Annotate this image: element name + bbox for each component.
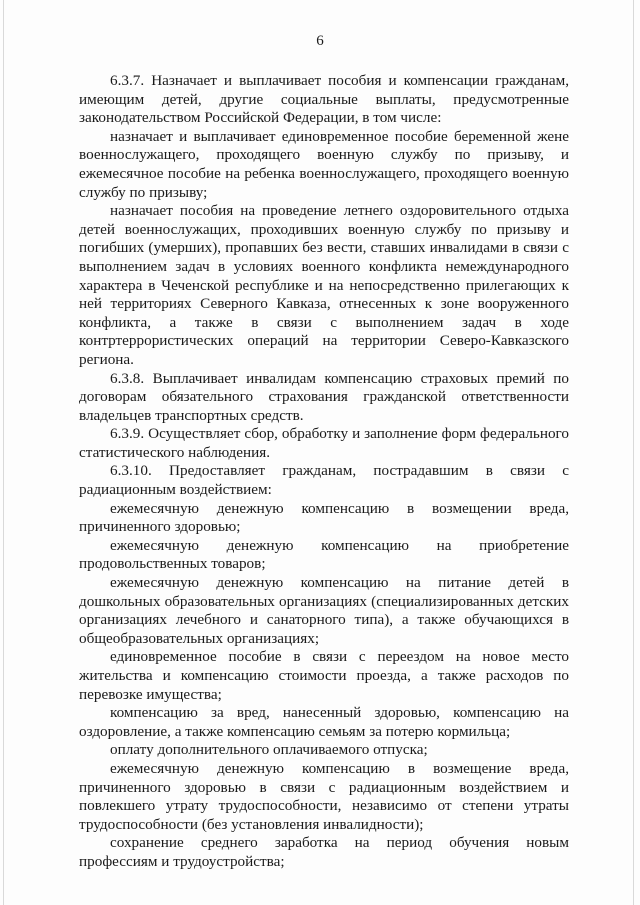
paragraph-6-3-8: 6.3.8. Выплачивает инвалидам компенсацию страховых премий по договорам обязательного страхования гражданской ответственности владельцев транспортных средств.: [79, 369, 569, 424]
list-item-health-damage-compensation: ежемесячную денежную компенсацию в возмещении вреда, причиненного здоровью;: [79, 499, 569, 536]
page-number: 6: [316, 33, 324, 49]
paragraph-6-3-10: 6.3.10. Предоставляет гражданам, пострадавшим в связи с радиационным воздействием:: [79, 462, 569, 499]
list-item-average-earnings: сохранение среднего заработка на период обучения новым профессиям и трудоустройства;: [79, 834, 569, 870]
paragraph-summer-rest-allowance: назначает пособия на проведение летнего оздоровительного отдыха детей военнослужащих, проходивших военную службу по призыву и погибших (умерших), пропавших без вести, ставших инвалидами в связи с выполнением задач в условиях военного конфликта немеждународного характера в Чеченской республике и на непосредственно прилегающих к ней территориях Северного Кавказа, отнесенных к зоне вооруженного конфликта, а также в связи с выполнением задач в ходе контртеррористических операций на территории Северо-Кавказского региона.: [79, 202, 569, 368]
paragraph-6-3-7: 6.3.7. Назначает и выплачивает пособия и компенсации гражданам, имеющим детей, другие социальные выплаты, предусмотренные законодательством Российской Федерации, в том числе:: [79, 72, 569, 127]
scan-edge-left: [3, 0, 4, 905]
list-item-child-nutrition-compensation: ежемесячную денежную компенсацию на питание детей в дошкольных образовательных организациях (специализированных детских организациях лечебного и санаторного типа), а также обучающихся в общеобразовательных организациях;: [79, 574, 569, 647]
list-item-relocation-allowance: единовременное пособие в связи с переездом на новое место жительства и компенсацию стоимости проезда, а также расходов по перевозке имущества;: [79, 648, 569, 703]
document-body: [79, 72, 569, 872]
paragraph-pregnant-wife-allowance: назначает и выплачивает единовременное пособие беременной жене военнослужащего, проходящего военную службу по призыву, и ежемесячное пособие на ребенка военнослужащего, проходящего военную службу по призыву;: [79, 127, 569, 201]
list-item-food-compensation: ежемесячную денежную компенсацию на приобретение продовольственных товаров;: [79, 536, 569, 573]
list-item-disability-compensation: ежемесячную денежную компенсацию в возмещение вреда, причиненного здоровью в связи с радиационным воздействием и повлекшего утрату трудоспособности, независимо от степени утраты трудоспособности (без установления инвалидности);: [79, 759, 569, 833]
list-item-health-harm-compensation: компенсацию за вред, нанесенный здоровью, компенсацию на оздоровление, а также компенсацию семьям за потерю кормильца;: [79, 704, 569, 740]
paragraph-6-3-9: 6.3.9. Осуществляет сбор, обработку и заполнение форм федерального статистического наблюдения.: [79, 425, 569, 461]
scan-edge-right: [633, 0, 634, 905]
list-item-additional-leave: оплату дополнительного оплачиваемого отпуска;: [110, 741, 428, 759]
